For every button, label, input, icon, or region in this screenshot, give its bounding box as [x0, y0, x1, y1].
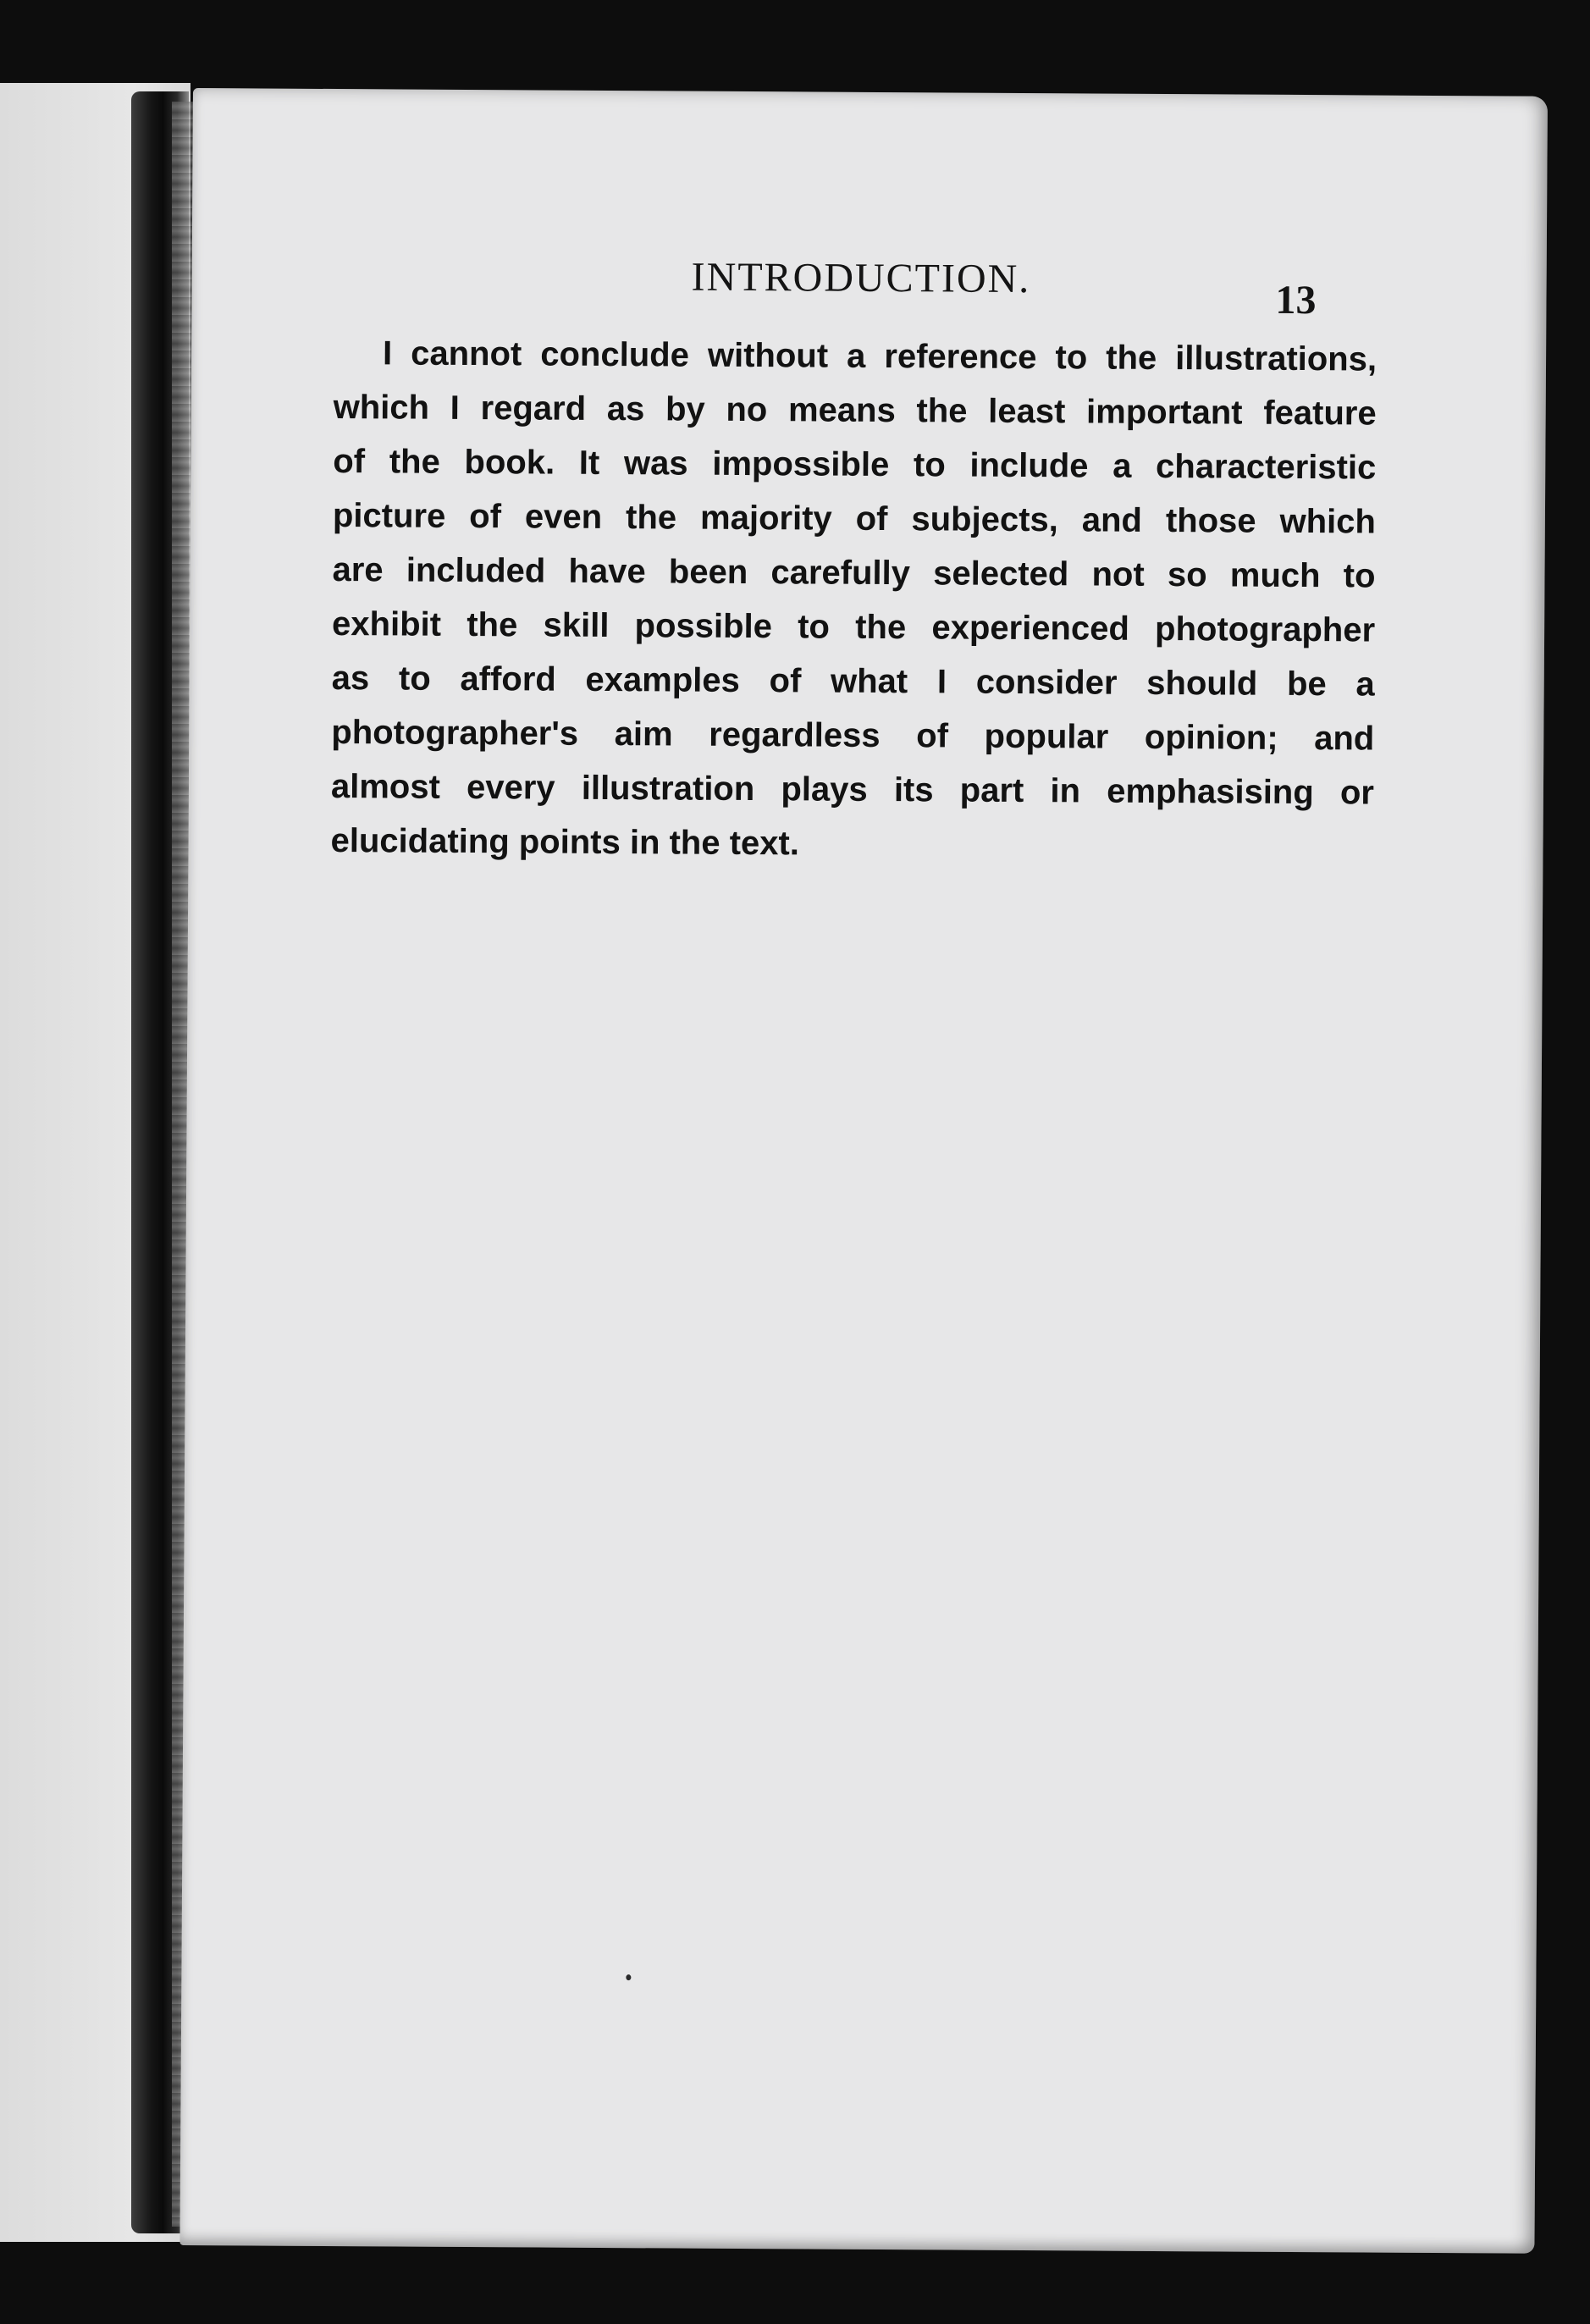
text-line: picture of even the majority of subjects, and those which: [332, 497, 1377, 541]
text-line: almost every illustration plays its part in emphasising or: [330, 768, 1375, 812]
text-line: are included have been carefully selected not so much to: [332, 551, 1376, 595]
text-line: which I regard as by no means the least important feature: [333, 389, 1377, 433]
book-page: [179, 88, 1548, 2254]
ink-speck: [626, 1974, 631, 1980]
running-head: INTRODUCTION.: [691, 254, 1031, 302]
page-number: 13: [1275, 277, 1317, 323]
text-line: I cannot conclude without a reference to the illustrations,: [382, 334, 1377, 378]
body-paragraph: [330, 326, 1377, 875]
text-line: as to afford examples of what I consider should be a: [331, 660, 1375, 704]
text-line: exhibit the skill possible to the experienced photographer: [332, 605, 1376, 649]
text-line: of the book. It was impossible to include a characteristic: [333, 443, 1377, 487]
text-line-last: elucidating points in the text.: [330, 822, 800, 863]
text-line: photographer's aim regardless of popular opinion; and: [331, 714, 1375, 758]
